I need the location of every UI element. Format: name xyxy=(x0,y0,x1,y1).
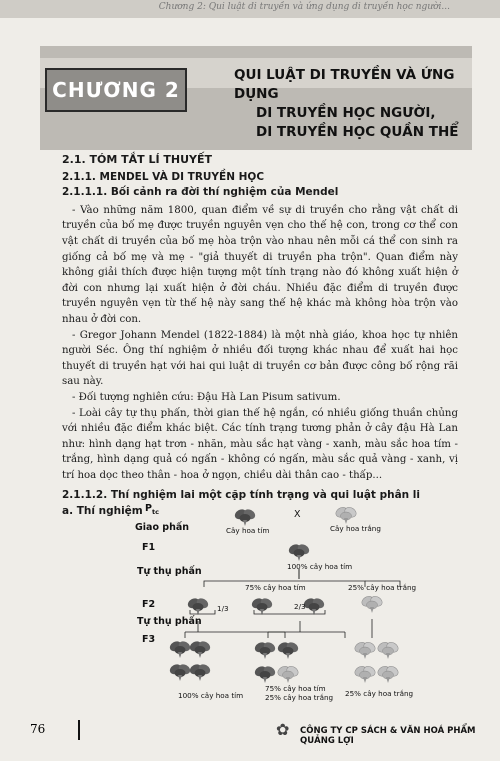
running-header-band xyxy=(0,0,500,18)
caption-f3-mid-white: 25% cây hoa trắng xyxy=(265,693,334,702)
chapter-title-line-1: QUI LUẬT DI TRUYỀN VÀ ỨNG DỤNG xyxy=(234,67,455,102)
caption-f3-mid-purple: 75% cây hoa tím xyxy=(265,684,326,693)
page-footer xyxy=(0,716,500,761)
publisher-logo-icon: ✿ xyxy=(276,720,290,739)
heading-2-1: 2.1. TÓM TẮT LÍ THUYẾT xyxy=(62,153,213,166)
caption-two-thirds: 2/3 xyxy=(294,602,306,611)
f3-left-flowers xyxy=(168,639,212,681)
paragraph-traits: - Loài cây tự thụ phấn, thời gian thế hệ ngắn, có nhiều giống thuần chủng với nhiều đặc điểm khác biệt. Các tính trạng tương phản ở cây đậu Hà Lan như: hình dạng hạt trơn - nhăn, màu sắc hạt vàng - xanh, màu sắc hoa tím - trắng, hình dạng quả có ngấn - không có ngấn, màu sắc quả vàng - xanh, vị trí hoa dọc theo thân - hoa ở ngọn, chiều dài thân cao - thấp... xyxy=(62,407,458,481)
heading-2-1-1-2: 2.1.1.2. Thí nghiệm lai một cặp tính trạng và qui luật phân li xyxy=(62,489,420,502)
heading-2-1-1: 2.1.1. MENDEL VÀ DI TRUYỀN HỌC xyxy=(62,170,265,183)
label-ptc: $P_{tc}$ xyxy=(145,503,159,516)
mendel-cross-diagram xyxy=(100,501,470,716)
paragraph-blending-theory: - Vào những năm 1800, quan điểm về sự di truyền cho rằng vật chất di truyền của bố mẹ được truyền nguyên vẹn cho thế hệ con, trong cơ thể con vật chất di truyền của bố mẹ hòa trộn vào nhau nên mỗi cá thể con sinh ra giống cả bố mẹ và mẹ - "giả thuyết di truyền pha trộn". Quan điểm này không giải thích được hiện tượng một tính trạng nào đó không xuất hiện ở đời con nhưng lại xuất hiện ở đời cháu. Nhiều đặc điểm di truyền được truyền nguyên vẹn từ thế hệ này sang thế hệ khác mà không hòa trộn vào nhau ở đời con. xyxy=(62,204,458,325)
chapter-title-line-3: DI TRUYỀN HỌC QUẦN THỂ xyxy=(256,124,459,140)
running-header: Chương 2: Qui luật di truyền và ứng dụng di truyền học người... xyxy=(158,2,450,12)
f3-mid-branch xyxy=(268,621,345,638)
caption-f1: 100% cây hoa tím xyxy=(287,562,353,571)
heading-2-1-1-1: 2.1.1.1. Bối cảnh ra đời thí nghiệm của Mendel xyxy=(62,186,339,199)
caption-f3-right: 25% cây hoa trắng xyxy=(345,689,414,698)
paragraph-mendel: - Gregor Johann Mendel (1822-1884) là một nhà giáo, khoa học tự nhiên người Séc. Ông thí nghiệm ở nhiều đối tượng khác nhau để xuất hai học thuyết di truyền hạt với hai qui luật di truyền cơ bản được công bố rộng rãi sau này. xyxy=(62,329,458,388)
f2-flowers xyxy=(186,594,384,615)
label-f3: F3 xyxy=(142,634,156,645)
f3-right-flowers xyxy=(353,640,400,683)
caption-f3-left: 100% cây hoa tím xyxy=(178,691,244,700)
f1-purple-flower xyxy=(287,542,311,561)
publisher-name: CÔNG TY CP SÁCH & VĂN HOÁ PHẨM QUẢNG LỢI xyxy=(300,726,476,746)
caption-f2-white: 25% cây hoa trắng xyxy=(348,583,417,592)
f3-mid-flowers xyxy=(253,640,300,683)
label-tu-thu-phan-2: Tự thụ phấn xyxy=(137,616,202,627)
caption-one-third: 1/3 xyxy=(217,604,229,613)
chapter-title-line-2: DI TRUYỀN HỌC NGƯỜI, xyxy=(256,105,436,121)
paragraph-subject: - Đối tượng nghiên cứu: Đậu Hà Lan Pisum sativum. xyxy=(72,391,341,403)
parent-white-flower xyxy=(334,505,358,524)
label-tu-thu-phan-1: Tự thụ phấn xyxy=(137,566,202,577)
chapter-label: CHƯƠNG 2 xyxy=(45,68,187,112)
caption-f2-purple: 75% cây hoa tím xyxy=(245,583,306,592)
f2-bracket-1-3 xyxy=(190,610,215,614)
page-number: 76 xyxy=(30,722,46,736)
caption-parent-white: Cây hoa trắng xyxy=(330,524,381,533)
caption-parent-purple: Cây hoa tím xyxy=(226,526,270,535)
label-f2: F2 xyxy=(142,599,156,610)
parent-purple-flower xyxy=(233,507,257,526)
cross-symbol: X xyxy=(294,509,301,520)
main-text xyxy=(62,152,458,520)
label-f1: F1 xyxy=(142,542,156,553)
footer-divider xyxy=(78,720,80,740)
heading-a: a. Thí nghiệm xyxy=(62,505,143,518)
chapter-title xyxy=(232,66,462,142)
label-giao-phan: Giao phấn xyxy=(135,522,190,533)
